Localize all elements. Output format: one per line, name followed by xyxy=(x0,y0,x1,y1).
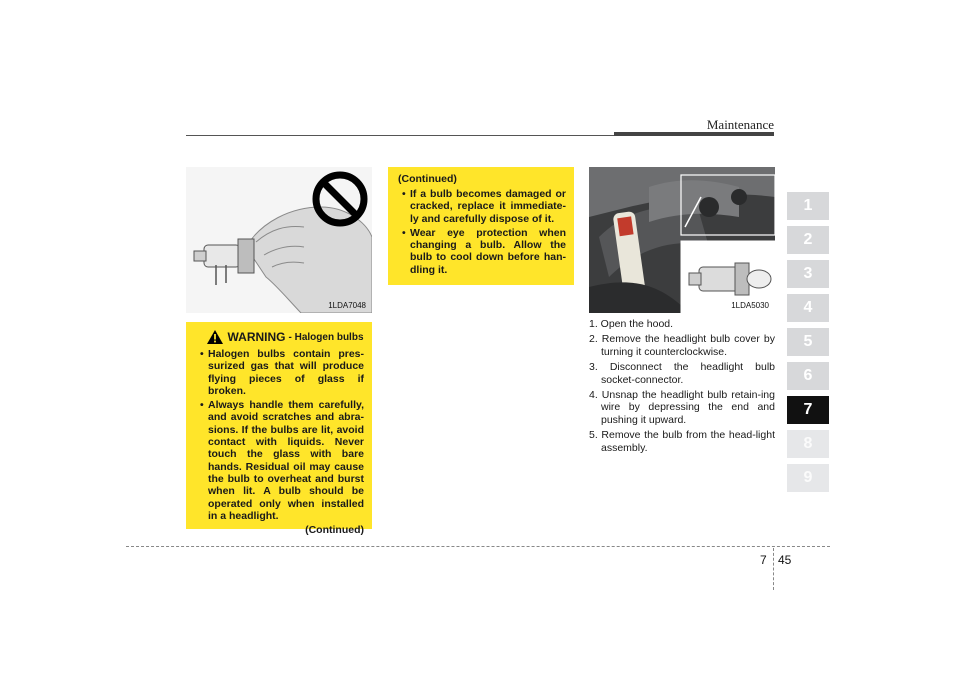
warning-bullet: • Halogen bulbs contain pres-surized gas that will produce flying pieces of glass if broken. xyxy=(200,348,364,397)
page-chapter: 7 xyxy=(760,553,767,567)
warning-continued: (Continued) xyxy=(305,524,364,537)
photo-code: 1LDA7048 xyxy=(328,301,366,310)
header-rule-accent xyxy=(614,132,774,136)
page-number-separator xyxy=(773,548,774,590)
section-title: Maintenance xyxy=(706,117,774,132)
warning-triangle-icon xyxy=(207,330,223,344)
footer-rule xyxy=(126,546,830,547)
procedure-step: 1. Open the hood. xyxy=(589,318,674,330)
continued-heading: (Continued) xyxy=(398,173,457,185)
headlight-bulb-photo xyxy=(589,167,775,313)
warning-subtitle: - Halogen bulbs xyxy=(288,331,364,343)
chapter-tab-3[interactable]: 3 xyxy=(787,260,829,288)
chapter-tab-6[interactable]: 6 xyxy=(787,362,829,390)
chapter-tab-4[interactable]: 4 xyxy=(787,294,829,322)
warning-box xyxy=(186,322,372,537)
photo-code: 1LDA5030 xyxy=(731,301,769,310)
chapter-tabs xyxy=(787,192,829,498)
engine-bay-icon xyxy=(589,167,775,313)
page-number: 45 xyxy=(778,553,792,567)
continued-warning-box xyxy=(388,167,574,285)
procedure-step: 5. Remove the bulb from the head-light assembly. xyxy=(589,429,775,454)
chapter-tab-2[interactable]: 2 xyxy=(787,226,829,254)
procedure-steps xyxy=(589,318,775,457)
continued-bullet: • Wear eye protection when changing a bulb. Allow the bulb to cool down before han-dling it. xyxy=(402,226,566,276)
warning-header xyxy=(206,330,364,344)
warning-bullet: • Always handle them carefully, and avoid scratches and abra-sions. If the bulbs are lit, avoid contact with liquids. Never touch the glass with bare hands. Residual oil may cause the bulb to overheat and burst when lit. A bulb should be operated only when installed in a headlight. xyxy=(200,399,364,522)
procedure-step: 3. Disconnect the headlight bulb socket-connector. xyxy=(589,361,775,386)
bulb-handling-illustration xyxy=(186,167,372,313)
chapter-tab-7[interactable]: 7 xyxy=(787,396,829,424)
procedure-step: 2. Remove the headlight bulb cover by turning it counterclockwise. xyxy=(589,333,775,358)
hand-holding-bulb-icon xyxy=(186,167,372,313)
chapter-tab-5[interactable]: 5 xyxy=(787,328,829,356)
chapter-tab-1[interactable]: 1 xyxy=(787,192,829,220)
chapter-tab-9[interactable]: 9 xyxy=(787,464,829,492)
warning-title: WARNING xyxy=(227,330,286,344)
procedure-step: 4. Unsnap the headlight bulb retain-ing wire by depressing the end and pushing it upward. xyxy=(589,389,775,426)
continued-bullet: • If a bulb becomes damaged or cracked, replace it immediate-ly and carefully dispose of it. xyxy=(402,188,566,225)
chapter-tab-8[interactable]: 8 xyxy=(787,430,829,458)
